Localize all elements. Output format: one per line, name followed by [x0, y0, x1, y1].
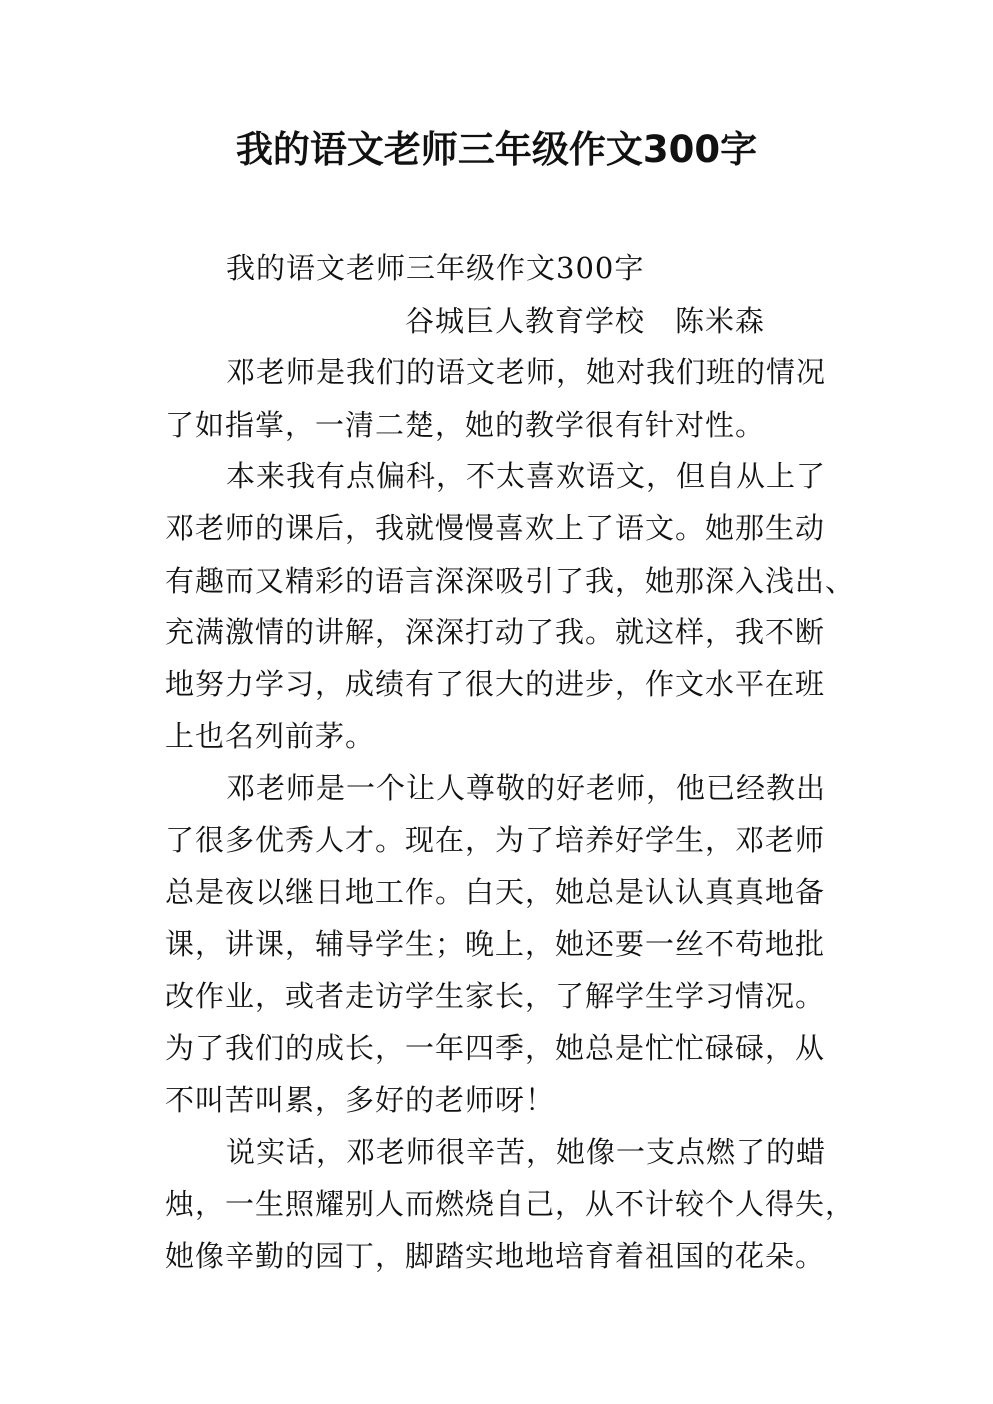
subtitle-line: 我的语文老师三年级作文300字: [226, 251, 645, 285]
paragraph-line: 邓老师是我们的语文老师，她对我们班的情况: [226, 355, 827, 389]
paragraph-line: 了如指掌，一清二楚，她的教学很有针对性。: [165, 408, 766, 442]
paragraph-line: 为了我们的成长，一年四季，她总是忙忙碌碌，从: [165, 1031, 826, 1065]
paragraph-line: 邓老师是一个让人尊敬的好老师，他已经教出: [226, 771, 827, 805]
paragraph-line: 烛，一生照耀别人而燃烧自己，从不计较个人得失，: [165, 1187, 856, 1221]
paragraph-line: 充满激情的讲解，深深打动了我。就这样，我不断: [165, 615, 826, 649]
paragraph-line: 邓老师的课后，我就慢慢喜欢上了语文。她那生动: [165, 511, 826, 545]
paragraph-line: 总是夜以继日地工作。白天，她总是认认真真地备: [165, 875, 826, 909]
paragraph-line: 课，讲课，辅导学生；晚上，她还要一丝不苟地批: [165, 927, 826, 961]
paragraph-line: 她像辛勤的园丁，脚踏实地地培育着祖国的花朵。: [165, 1239, 826, 1273]
paragraph-line: 了很多优秀人才。现在，为了培养好学生，邓老师: [165, 823, 826, 857]
paragraph-line: 有趣而又精彩的语言深深吸引了我，她那深入浅出、: [165, 564, 856, 598]
paragraph-line: 说实话，邓老师很辛苦，她像一支点燃了的蜡: [226, 1135, 827, 1169]
paragraph-line: 上也名列前茅。: [165, 719, 376, 753]
document-title: 我的语文老师三年级作文300字: [235, 128, 758, 171]
paragraph-line: 本来我有点偏科，不太喜欢语文，但自从上了: [226, 459, 827, 493]
paragraph-line: 不叫苦叫累，多好的老师呀！: [165, 1083, 556, 1117]
paragraph-line: 改作业，或者走访学生家长，了解学生学习情况。: [165, 979, 826, 1013]
author-line: 谷城巨人教育学校 陈米森: [405, 304, 766, 338]
paragraph-line: 地努力学习，成绩有了很大的进步，作文水平在班: [165, 667, 826, 701]
